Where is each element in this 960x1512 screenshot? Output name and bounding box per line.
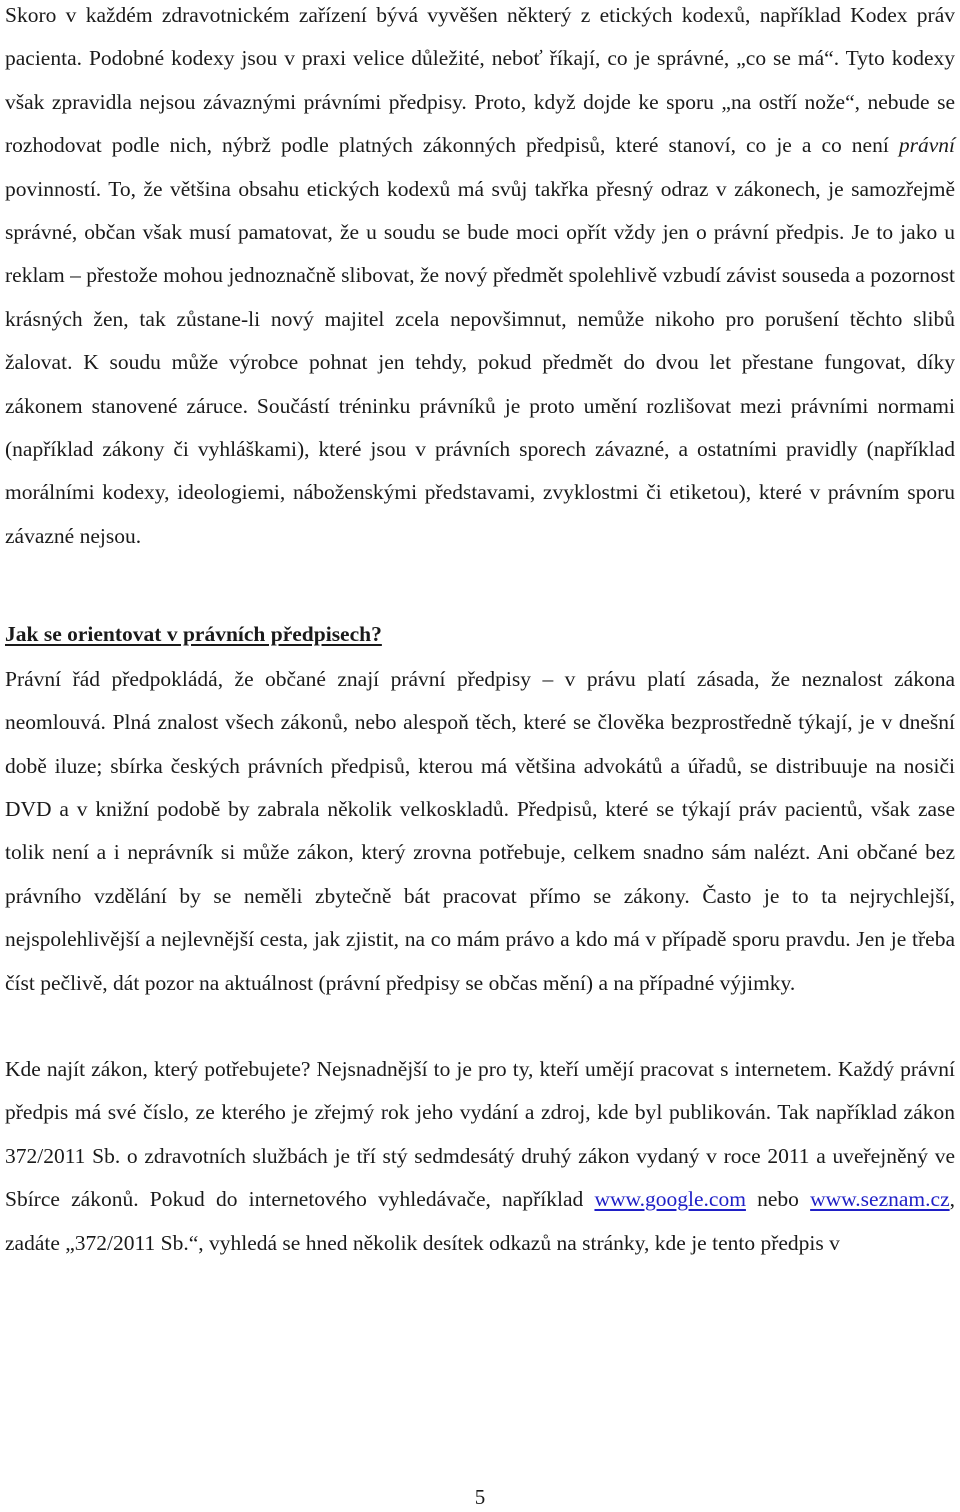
- paragraph-text: nebo: [745, 1187, 811, 1212]
- paragraph-text: , zadáte „372/2011 Sb.“, vyhledá se hned několik desítek odkazů na stránky, kde je tento předpis v: [5, 1187, 955, 1255]
- google-link[interactable]: www.google.com: [594, 1187, 746, 1212]
- emphasis-text: právní: [898, 133, 955, 158]
- page-number: 5: [474, 1485, 486, 1509]
- paragraph-text: Kde najít zákon, který potřebujete? Nejsnadnější to je pro ty, kteří umějí pracovat s internetem. Každý právní předpis má své číslo, ze kterého je zřejmý rok jeho vydání a zdroj, kde byl publikován. Tak například zákon 372/2011 Sb. o zdravotních službách je tří stý sedmdesátý druhý zákon vydaný v roce 2011 a uveřejněný ve Sbírce zákonů. Pokud do internetového vyhledávače, například: [5, 1056, 955, 1212]
- seznam-link[interactable]: www.seznam.cz: [810, 1187, 950, 1212]
- paragraph-text: povinností. To, že většina obsahu etických kodexů má svůj takřka přesný odraz v zákonech, je samozřejmě správné, občan však musí pamatovat, že u soudu se bude moci opřít vždy jen o právní předpis. Je to jako u reklam – přestože mohou jednoznačně slibovat, že nový předmět spolehlivě vzbudí závist souseda a pozornost krásných žen, tak zůstane-li nový majitel zcela nepovšimnut, nemůže nikoho pro porušení těchto slibů žalovat. K soudu může výrobce pohnat jen tehdy, pokud předmět do dvou let přestane fungovat, díky zákonem stanovené záruce. Součástí tréninku právníků je proto umění rozlišovat mezi právními normami (například zákony či vyhláškami), které jsou v právních sporech závazné, a ostatními pravidly (například morálními kodexy, ideologiemi, náboženskými představami, zvyklostmi či etiketou), které v právním sporu závazné nejsou.: [5, 176, 955, 548]
- document-page: [5, 0, 955, 1265]
- paragraph-ethics-codes: [5, 0, 955, 558]
- paragraph-finding-law: [5, 1048, 955, 1265]
- paragraph-legal-order: Právní řád předpokládá, že občané znají právní předpisy – v právu platí zásada, že neznalost zákona neomlouvá. Plná znalost všech zákonů, nebo alespoň těch, které se člověka bezprostředně týkají, je v dnešní době iluze; sbírka českých právních předpisů, kterou má většina advokátů a úřadů, se distribuuje na nosiči DVD a v knižní podobě by zabrala několik velkoskladů. Předpisů, které se týkají práv pacientů, však zase tolik není a i neprávník si může zákon, který zrovna potřebuje, celkem snadno sám nalézt. Ani občané bez právního vzdělání by se neměli zbytečně bát pracovat přímo se zákony. Často je to ta nejrychlejší, nejspolehlivější a nejlevnější cesta, jak zjistit, na co mám právo a kdo má v případě sporu pravdu. Jen je třeba číst pečlivě, dát pozor na aktuálnost (právní předpisy se občas mění) a na případné výjimky.: [5, 666, 955, 995]
- section-heading: Jak se orientovat v právních předpisech?: [5, 622, 382, 647]
- paragraph-text: Skoro v každém zdravotnickém zařízení bývá vyvěšen některý z etických kodexů, například Kodex práv pacienta. Podobné kodexy jsou v praxi velice důležité, neboť říkají, co je správné, „co se má“. Tyto kodexy však zpravidla nejsou závaznými právními předpisy. Proto, když dojde ke sporu „na ostří nože“, nebude se rozhodovat podle nich, nýbrž podle platných zákonných předpisů, které stanoví, co je a co není: [5, 3, 955, 158]
